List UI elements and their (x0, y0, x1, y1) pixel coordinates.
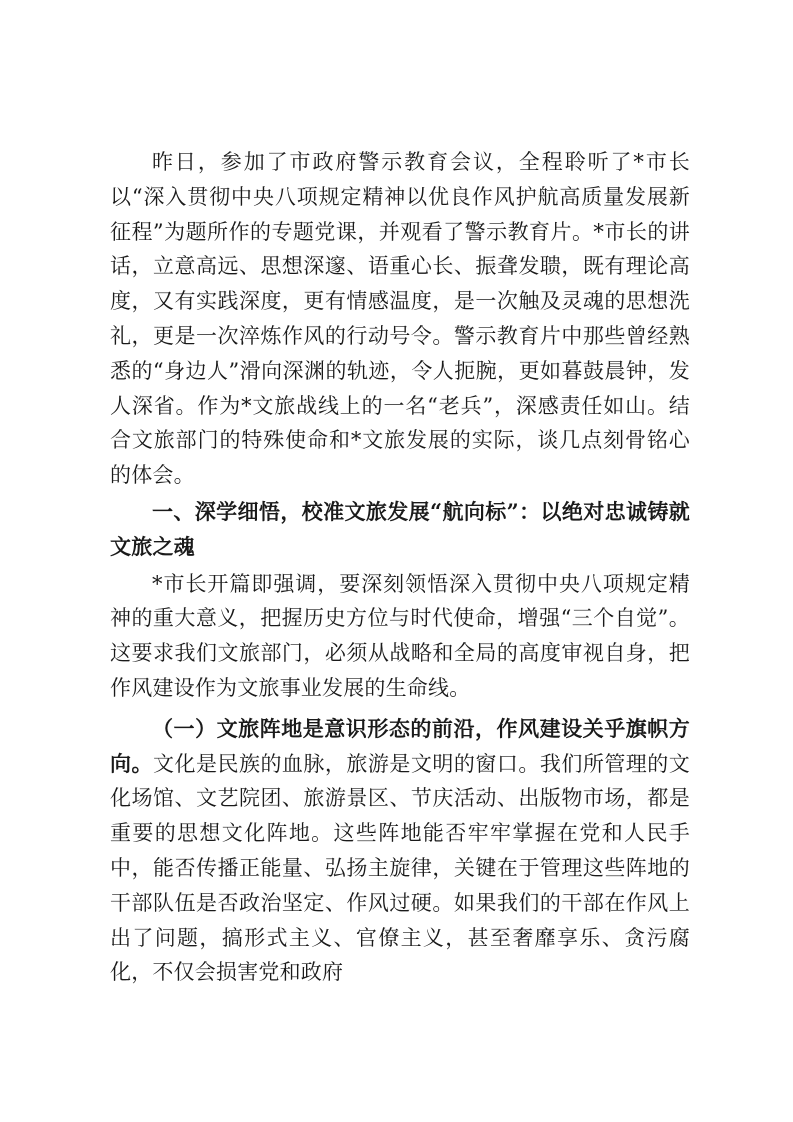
section-heading-1: 一、深学细悟，校准文旅发展“航向标”：以绝对忠诚铸就文旅之魂 (110, 498, 690, 559)
intro-paragraph: 昨日，参加了市政府警示教育会议，全程聆听了*市长以“深入贯彻中央八项规定精神以优良作风护航高质量发展新征程”为题所作的专题党课，并观看了警示教育片。*市长的讲话，立意高远、思想深邃、语重心长、振聋发聩，既有理论高度，又有实践深度，更有情感温度，是一次触及灵魂的思想洗礼，更是一次淬炼作风的行动号令。警示教育片中那些曾经熟悉的“身边人”滑向深渊的轨迹，令人扼腕，更如暮鼓晨钟，发人深省。作为*文旅战线上的一名“老兵”，深感责任如山。结合文旅部门的特殊使命和*文旅发展的实际，谈几点刻骨铭心的体会。 (110, 150, 690, 488)
body-paragraph-2 (110, 712, 690, 990)
body-paragraph-1: *市长开篇即强调，要深刻领悟深入贯彻中央八项规定精神的重大意义，把握历史方位与时代使命，增强“三个自觉”。这要求我们文旅部门，必须从战略和全局的高度审视自身，把作风建设作为文旅事业发展的生命线。 (110, 571, 690, 700)
body-paragraph-2-text: 文化是民族的血脉，旅游是文明的窗口。我们所管理的文化场馆、文艺院团、旅游景区、节庆活动、出版物市场，都是重要的思想文化阵地。这些阵地能否牢牢掌握在党和人民手中，能否传播正能量、弘扬主旋律，关键在于管理这些阵地的干部队伍是否政治坚定、作风过硬。如果我们的干部在作风上出了问题，搞形式主义、官僚主义，甚至奢靡享乐、贪污腐化，不仅会损害党和政府 (110, 751, 690, 985)
document-page (110, 142, 690, 990)
sub-heading-1: （一）文旅阵地是意识形态的前沿，作风建设关乎旗帜方向。 (110, 715, 690, 776)
